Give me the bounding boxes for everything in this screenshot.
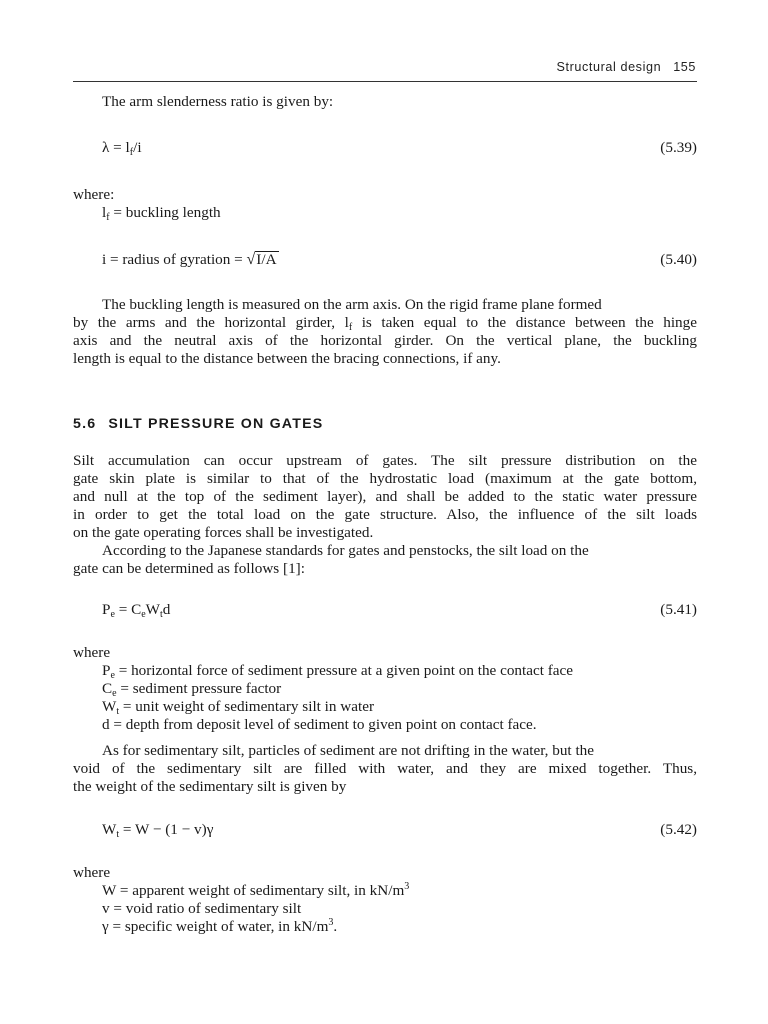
definition-wt-text: = unit weight of sedimentary silt in water [119, 698, 375, 715]
equation-5-41-p: P [102, 601, 111, 618]
definition-pe-text: = horizontal force of sediment pressure at a given point on the contact face [114, 662, 574, 679]
page-number: 155 [673, 60, 696, 74]
equation-5-39 [102, 139, 142, 157]
equation-number-5-42: (5.42) [660, 821, 697, 838]
paragraph-3-line-1: According to the Japanese standards for gates and penstocks, the silt load on the [102, 542, 589, 559]
definition-d: d = depth from deposit level of sediment to given point on contact face. [102, 716, 537, 733]
equation-5-41 [102, 601, 170, 619]
radicand: I/A [256, 251, 277, 268]
equation-number-5-39: (5.39) [660, 139, 697, 156]
paragraph-1-line-2-tail: is taken equal to the distance between the hinge [352, 314, 697, 331]
definition-lf-symbol: l [102, 204, 107, 221]
equation-5-41-p-subscript: e [110, 609, 115, 620]
definition-pe-symbol: P [102, 662, 111, 679]
definition-pe [102, 662, 573, 680]
definition-gamma-period: . [333, 918, 338, 935]
paragraph-4-line-2: void of the sedimentary silt are filled with water, and they are mixed together. Thus, [73, 760, 697, 777]
paragraph-2-line-1: Silt accumulation can occur upstream of gates. The silt pressure distribution on the [73, 452, 697, 469]
definition-lf-text: = buckling length [109, 204, 221, 221]
equation-5-41-c-subscript: e [141, 609, 146, 620]
running-header [556, 60, 696, 74]
paragraph-1-line-1: The buckling length is measured on the arm axis. On the rigid frame plane formed [102, 296, 602, 313]
paragraph-4-line-3: the weight of the sedimentary silt is given by [73, 778, 347, 795]
header-rule [73, 81, 697, 82]
section-title: SILT PRESSURE ON GATES [108, 416, 324, 432]
equation-5-39-lhs: λ = l [102, 139, 130, 156]
definition-lf [102, 204, 221, 222]
equation-5-39-subscript: f [129, 147, 134, 158]
definition-gamma-superscript: 3 [328, 917, 334, 928]
paragraph-1-line-4: length is equal to the distance between the bracing connections, if any. [73, 350, 501, 367]
equation-5-42-w: W [102, 821, 117, 838]
paragraph-2-line-5: on the gate operating forces shall be investigated. [73, 524, 374, 541]
where-label-3: where [73, 864, 111, 881]
definition-lf-subscript: f [106, 212, 110, 223]
where-label: where: [73, 186, 115, 203]
paragraph-1-line-2-subscript: f [348, 322, 353, 333]
section-heading [73, 416, 323, 432]
definition-ce-text: = sediment pressure factor [116, 680, 282, 697]
definition-ce [102, 680, 281, 698]
definition-v: v = void ratio of sedimentary silt [102, 900, 302, 917]
paragraph-4-line-1: As for sedimentary silt, particles of sediment are not drifting in the water, but the [102, 742, 595, 759]
equation-number-5-41: (5.41) [660, 601, 697, 618]
definition-w-text: W = apparent weight of sedimentary silt, in kN/m [102, 882, 405, 899]
paragraph-2-line-3: and null at the top of the sediment layer), and shall be added to the static water pressure [73, 488, 697, 505]
equation-5-41-w-subscript: t [160, 609, 163, 620]
paragraph-1-line-2-text: by the arms and the horizontal girder, l [73, 314, 349, 331]
definition-wt [102, 698, 374, 716]
equation-5-40 [102, 251, 279, 269]
definition-pe-subscript: e [110, 670, 115, 681]
where-label-2: where [73, 644, 111, 661]
intro-sentence: The arm slenderness ratio is given by: [102, 93, 334, 110]
equation-5-42-w-subscript: t [116, 829, 120, 840]
radical-sign: √ [246, 251, 256, 268]
paragraph-1-line-3: axis and the neutral axis of the horizontal girder. On the vertical plane, the buckling [73, 332, 697, 349]
paragraph-2-line-2: gate skin plate is similar to that of the hydrostatic load (maximum at the gate bottom, [73, 470, 697, 487]
equation-5-39-rhs: /i [133, 139, 142, 156]
definition-w-superscript: 3 [404, 881, 410, 892]
paragraph-2-line-4: in order to get the total load on the gate structure. Also, the influence of the silt loads [73, 506, 697, 523]
paragraph-1-line-2 [73, 314, 697, 332]
running-header-title: Structural design [556, 60, 662, 74]
equation-5-41-w: W [145, 601, 160, 618]
equation-5-41-d: d [162, 601, 171, 618]
equation-5-40-lhs: i = radius of gyration = [102, 251, 247, 268]
equation-5-42 [102, 821, 213, 839]
square-root [247, 251, 279, 269]
definition-wt-subscript: t [116, 706, 120, 717]
equation-number-5-40: (5.40) [660, 251, 697, 268]
definition-gamma [102, 918, 337, 936]
definition-wt-symbol: W [102, 698, 117, 715]
definition-gamma-text: γ = specific weight of water, in kN/m [102, 918, 329, 935]
equation-5-42-rhs: = W − (1 − v)γ [119, 821, 214, 838]
paragraph-3-line-2: gate can be determined as follows [1]: [73, 560, 305, 577]
definition-ce-subscript: e [112, 688, 117, 699]
definition-w [102, 882, 409, 900]
section-number: 5.6 [73, 416, 97, 432]
definition-ce-symbol: C [102, 680, 113, 697]
equation-5-41-c: = C [114, 601, 142, 618]
